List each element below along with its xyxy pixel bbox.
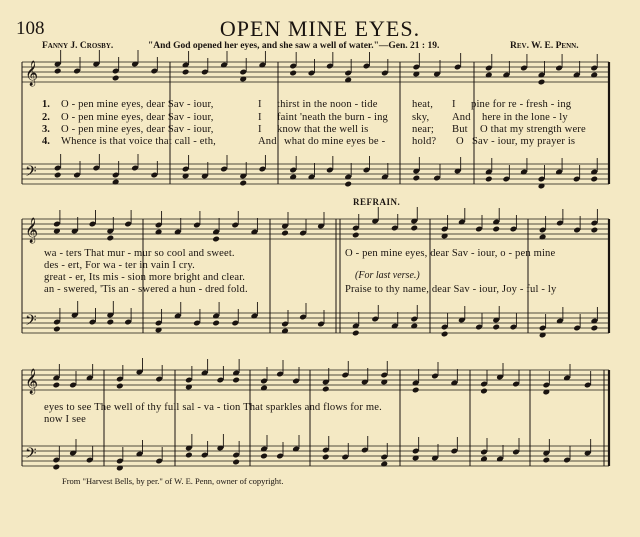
lyric-line: know that the well is (277, 124, 369, 135)
note-head (352, 232, 360, 239)
lyric-line: And (452, 112, 471, 123)
lyric-line: heat, (412, 99, 434, 110)
lyric-line: I (258, 124, 262, 135)
note-head (591, 227, 599, 234)
note-head (591, 325, 599, 332)
lyric-line: des - ert, For wa - ter in vain I cry. (44, 260, 195, 271)
note-head (352, 330, 360, 337)
bass-clef: 𝄢 (25, 445, 37, 466)
note-head (212, 236, 220, 243)
lyric-line: faint 'neath the burn - ing (277, 112, 388, 123)
lyric-line: O - pen mine eyes, dear Sav - iour, (61, 112, 214, 123)
note-head (260, 453, 268, 460)
page-number: 108 (16, 18, 45, 39)
lyric-line: O that my strength were (480, 124, 586, 135)
lyric-line: I (452, 99, 456, 110)
note-head (53, 464, 61, 471)
treble-clef: 𝄞 (25, 369, 39, 394)
note-head (182, 69, 190, 76)
note-head (289, 70, 297, 77)
verse-number: 4. (42, 136, 50, 147)
note-head (112, 75, 120, 82)
lyric-line: eyes to see The well of thy full sal - va - tion That sparkles and flows for me. (44, 402, 382, 413)
lyric-line: O - pen mine eyes, dear Sav - iour, (61, 124, 214, 135)
lyric-line: now I see (44, 414, 86, 425)
note-head (53, 326, 61, 333)
lyric-line: pine for re - fresh - ing (471, 99, 572, 110)
note-head (441, 331, 449, 338)
lyric-line: hold? (412, 136, 437, 147)
copyright-footer: From "Harvest Bells, by per." of W. E. Penn, owner of copyright. (62, 476, 284, 486)
lyric-line: But (452, 124, 468, 135)
note-head (212, 320, 220, 327)
note-head (54, 172, 62, 179)
lyric-line: Praise to thy name, dear Sav - iour, Joy - ful - ly (345, 284, 557, 295)
scripture-reference: "And God opened her eyes, and she saw a well of water."—Gen. 21 : 19. (148, 41, 440, 51)
note-head (106, 319, 114, 326)
verse-number: 2. (42, 112, 50, 123)
note-head (281, 230, 289, 237)
hymn-author: Fanny J. Crosby. (42, 41, 114, 51)
note-head (344, 181, 352, 188)
bass-clef: 𝄢 (25, 312, 37, 333)
note-head (410, 225, 418, 232)
note-head (480, 388, 488, 395)
hymn-title: OPEN MINE EYES. (219, 16, 421, 41)
note-head (53, 382, 61, 389)
verse-number: 1. (42, 99, 50, 110)
note-head (232, 377, 240, 384)
note-head (54, 68, 62, 75)
last-verse-label: (For last verse.) (355, 270, 420, 281)
note-head (492, 226, 500, 233)
note-head (485, 176, 493, 183)
lyric-line: Sav - iour, my prayer is (472, 136, 576, 147)
lyric-line: what do mine eyes be - (284, 136, 386, 147)
bass-clef: 𝄢 (25, 163, 37, 184)
treble-clef: 𝄞 (25, 218, 39, 243)
lyric-line: I (258, 112, 262, 123)
lyric-line: Whence is that voice that call - eth, (61, 136, 216, 147)
lyric-line: And (258, 136, 277, 147)
note-head (239, 180, 247, 187)
lyric-line: O (456, 136, 464, 147)
lyric-line: I (258, 99, 262, 110)
note-head (492, 324, 500, 331)
note-head (543, 457, 551, 464)
treble-clef: 𝄞 (25, 61, 39, 86)
lyric-line: O - pen mine eyes, dear Sav - iour, o - pen mine (345, 248, 556, 259)
note-head (538, 79, 546, 86)
note-head (232, 459, 240, 466)
note-head (412, 387, 420, 394)
refrain-label: REFRAIN. (353, 197, 401, 207)
note-head (413, 175, 421, 182)
lyric-line: great - er, Its mis - sion more bright and clear. (44, 272, 246, 283)
note-head (322, 386, 330, 393)
verse-number: 3. (42, 124, 50, 135)
lyric-line: an - swered, 'Tis an - swered a hun - dred fold. (44, 284, 248, 295)
lyric-line: thirst in the noon - tide (277, 99, 378, 110)
lyric-line: near; (412, 124, 434, 135)
lyric-line: wa - ters That mur - mur so cool and sweet. (44, 248, 235, 259)
note-head (106, 235, 114, 242)
note-head (185, 452, 193, 459)
lyric-line: here in the lone - ly (482, 112, 568, 123)
lyric-line: sky, (412, 112, 430, 123)
note-head (322, 454, 330, 461)
note-head (116, 383, 124, 390)
lyric-line: O - pen mine eyes, dear Sav - iour, (61, 99, 214, 110)
note-head (590, 176, 598, 183)
hymn-composer: Rev. W. E. Penn. (510, 41, 579, 51)
